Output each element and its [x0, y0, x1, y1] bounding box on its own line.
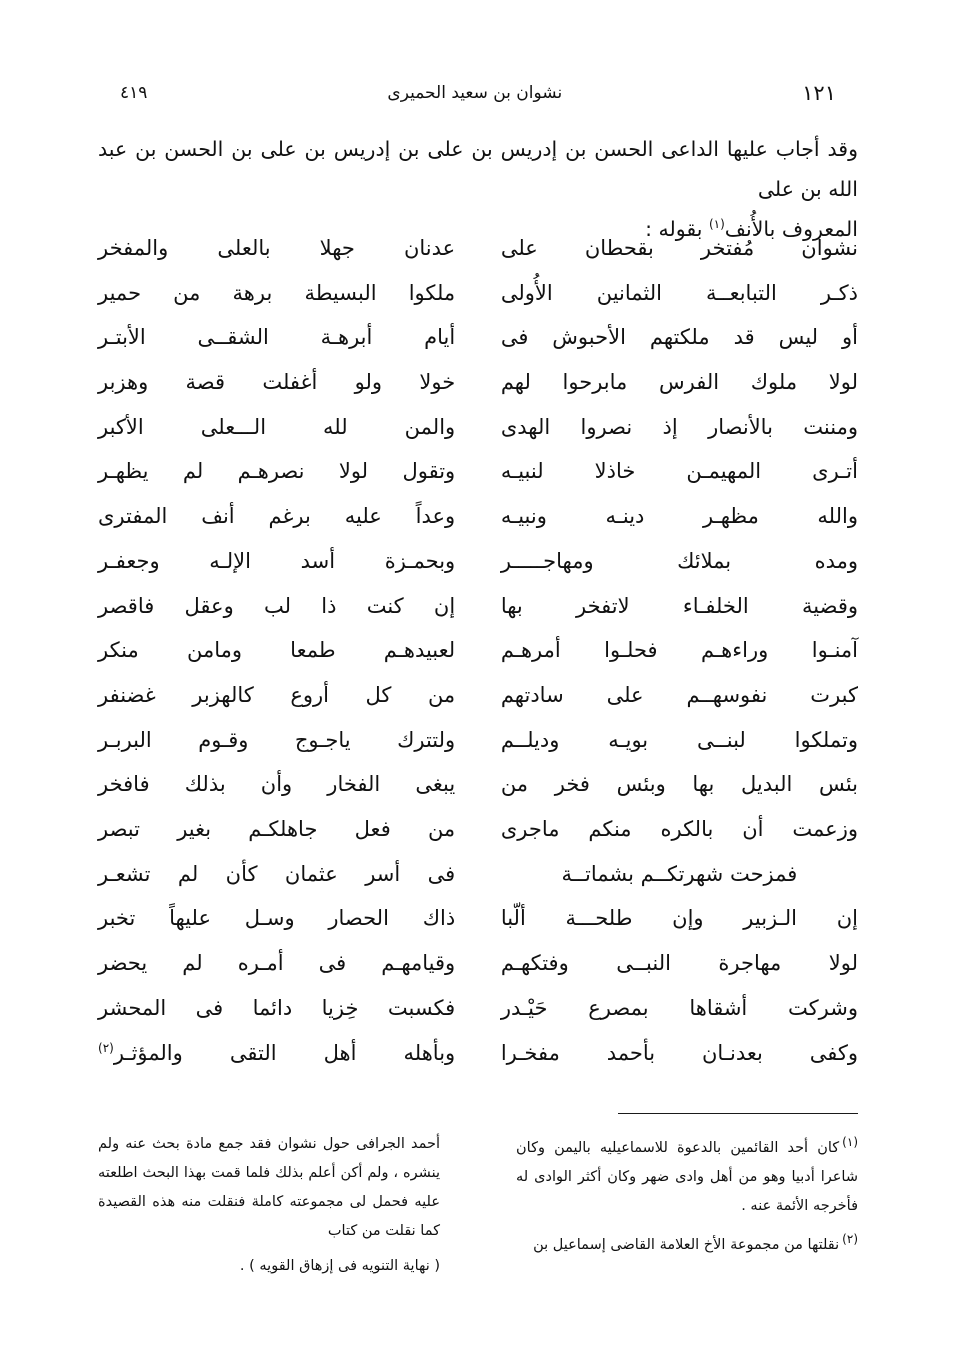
footnote-item [98, 1130, 440, 1246]
hemistich-left: خولا ولو أغفلت قصة وهزبر [98, 370, 456, 395]
hemistich-left: وتقول لولا نصرهـم لم يظهـر [98, 459, 456, 484]
hemistich-left: ملكوا البسيطة برهة من حمير [98, 280, 456, 305]
poem-body [98, 238, 858, 1087]
hemistich-left: وعداً عليه برغم أنف المفترى [98, 504, 456, 529]
hemistich-left: من كل أروع كالهزبر غضنفر [98, 682, 456, 707]
poem-line [98, 593, 858, 641]
hemistich-left: عدنان جهلا بالعلى والمفخر [98, 236, 456, 260]
footnote-text: ( نهاية التنويه فى إزهاق القويه ) . [239, 1258, 440, 1274]
poem-line [98, 548, 858, 596]
hemistich-left: ولتترك ياجـوج وقـوم البربـر [98, 727, 456, 752]
poem-line [98, 414, 858, 462]
hemistich-right: وقضية الخلفـاء لاتفخر بها [500, 593, 858, 618]
hemistich-right: أو ليس قد ملكتهم الأحبوش فى [500, 325, 858, 350]
poem-line [98, 727, 858, 775]
footnote-marker: (٢) [842, 1231, 858, 1246]
hemistich-left: وقيامهـم فى أمـره لم يحضر [98, 951, 456, 975]
poem-line [98, 238, 858, 283]
page-header [0, 78, 956, 108]
hemistich-left: ذاك الحصار وسـل عليهاً تخبر [98, 906, 456, 931]
hemistich-right: آمنـوا وراءهـم فحلـوا أمرهـم [500, 638, 858, 663]
poem-line [98, 816, 858, 864]
intro-line-2-tail: بقوله : [645, 216, 703, 241]
footnote-text: أحمد الجرافى حول نشوان فقد جمع مادة بحث عنه ولم ينشره ، ولم أكن أعلم بذلك فلما قمت بهذا البحث اطلعته عليه فحمل لى مجموعته كاملة فنقلت منه هذه القصيدة كما نقلت من كتاب [98, 1136, 440, 1239]
hemistich-right: لولا مهاجرة النبــى وفتكهـم [500, 951, 858, 975]
footnote-text: كان أحد القائمين بالدعوة للاسماعيليه باليمن وكان شاعرا أدبيا وهو من أهل وادى ضهر وكان أكثر الوادى له فأخرجه الأئمة عنه . [516, 1139, 858, 1214]
poem-line [98, 953, 858, 998]
footnote-item [98, 1252, 440, 1281]
hemistich-right: ومننت بالأنصار إذ نصروا الهدى [500, 414, 858, 439]
folio-number: ٤١٩ [120, 83, 148, 103]
poem-line [98, 995, 858, 1043]
poem-footnote-marker: (٢) [98, 1041, 114, 1056]
footnote-column-right [516, 1118, 858, 1287]
hemistich-right: نشوان مُفتخر بقحطان على [500, 236, 858, 260]
running-title: نشوان بن سعيد الحميرى [387, 83, 563, 103]
poem-line [98, 640, 858, 685]
hemistich-left: إن كنت ذا لب وعقل فاقصر [98, 593, 456, 618]
poem-line [98, 1042, 858, 1087]
footnotes [98, 1118, 858, 1287]
hemistich-right: وزعمت أن بالكره منكم ماجرى [500, 816, 858, 841]
footnote-item [516, 1227, 858, 1260]
hemistich-left [98, 1042, 455, 1064]
hemistich-right: ومده بملائك ومهاجـــــر [500, 548, 858, 573]
intro-footnote-marker: (١) [708, 217, 725, 232]
poem-line [98, 372, 858, 417]
hemistich-left: فكسبت خِزيا دائما فى المحشر [98, 995, 456, 1020]
intro-paragraph [98, 130, 858, 250]
hemistich-right: بئس البديل بها وبئس فخر من [500, 772, 858, 797]
hemistich-right: لولا ملوك الفرس مابرحوا لهم [500, 370, 858, 395]
hemistich-right: كبرت نفوسهــم على سادتهم [500, 682, 858, 707]
hemistich-right: أتـرى المهيمـن خاذلا لنبيـه [500, 459, 858, 484]
poem-line [98, 280, 858, 328]
poem-line [98, 861, 858, 909]
footnote-marker: (١) [842, 1135, 858, 1149]
poem-line [98, 506, 858, 551]
hemistich-right: فمزحت شهرتكــم بشماتــة [561, 861, 798, 886]
poem-line [98, 908, 858, 953]
intro-line-1: وقد أجاب عليها الداعى الحسن بن إدريس بن على بن إدريس بن على بن الحسن بن عبد الله بن على [98, 137, 858, 201]
intro-line-2-text: المعروف بالأُنف [724, 216, 858, 241]
hemistich-right: وكفى بعدنـان بأحمد مفخـرا [500, 1041, 858, 1066]
hemistich-right: ذكـر التبابعــة الثمانين الأُولى [500, 280, 858, 305]
hemistich-left: فى أسر عثمان كأن لم تشعـر [98, 861, 456, 886]
footnote-text: نقلتها من مجموعة الأخ العلامة القاضى إسماعيل بن [533, 1236, 840, 1253]
hemistich-left: أيام أبرهـة الشقــى الأبتـر [98, 325, 456, 350]
poem-line [98, 682, 858, 730]
hemistich-left: من فعل جاهلكـم بغير تبصر [98, 816, 456, 841]
poem-line [98, 774, 858, 819]
footnote-separator [618, 1113, 858, 1114]
footnote-item [516, 1130, 858, 1221]
hemistich-left: والمن لله الـــعلى الأكبر [98, 414, 456, 439]
hemistich-right: إن الـزبير وإن طلحـــة ألّبا [500, 906, 858, 931]
hemistich-left-text: وبأهله أهل التقى والمؤثـر [113, 1041, 456, 1066]
hemistich-left: وبحمـزة أسد الإلـه وجعفـر [98, 548, 456, 573]
hemistich-right: وتملكوا لبنــى بويـه وديلــم [500, 727, 858, 752]
footnote-column-left [98, 1118, 440, 1287]
poem-line [98, 461, 858, 506]
page-number: ١٢١ [802, 81, 836, 105]
hemistich-left: يبغى الفخار وأن بذلك فافخر [98, 772, 456, 797]
hemistich-left: لعبيدهـم طمعا ومامن منكر [98, 638, 456, 663]
poem-line [98, 327, 858, 372]
hemistich-right: وشركت أشقاها بمصرع حَيْـدر [500, 995, 858, 1020]
hemistich-right: والله مظهـر دينـه ونبيـه [500, 504, 858, 529]
